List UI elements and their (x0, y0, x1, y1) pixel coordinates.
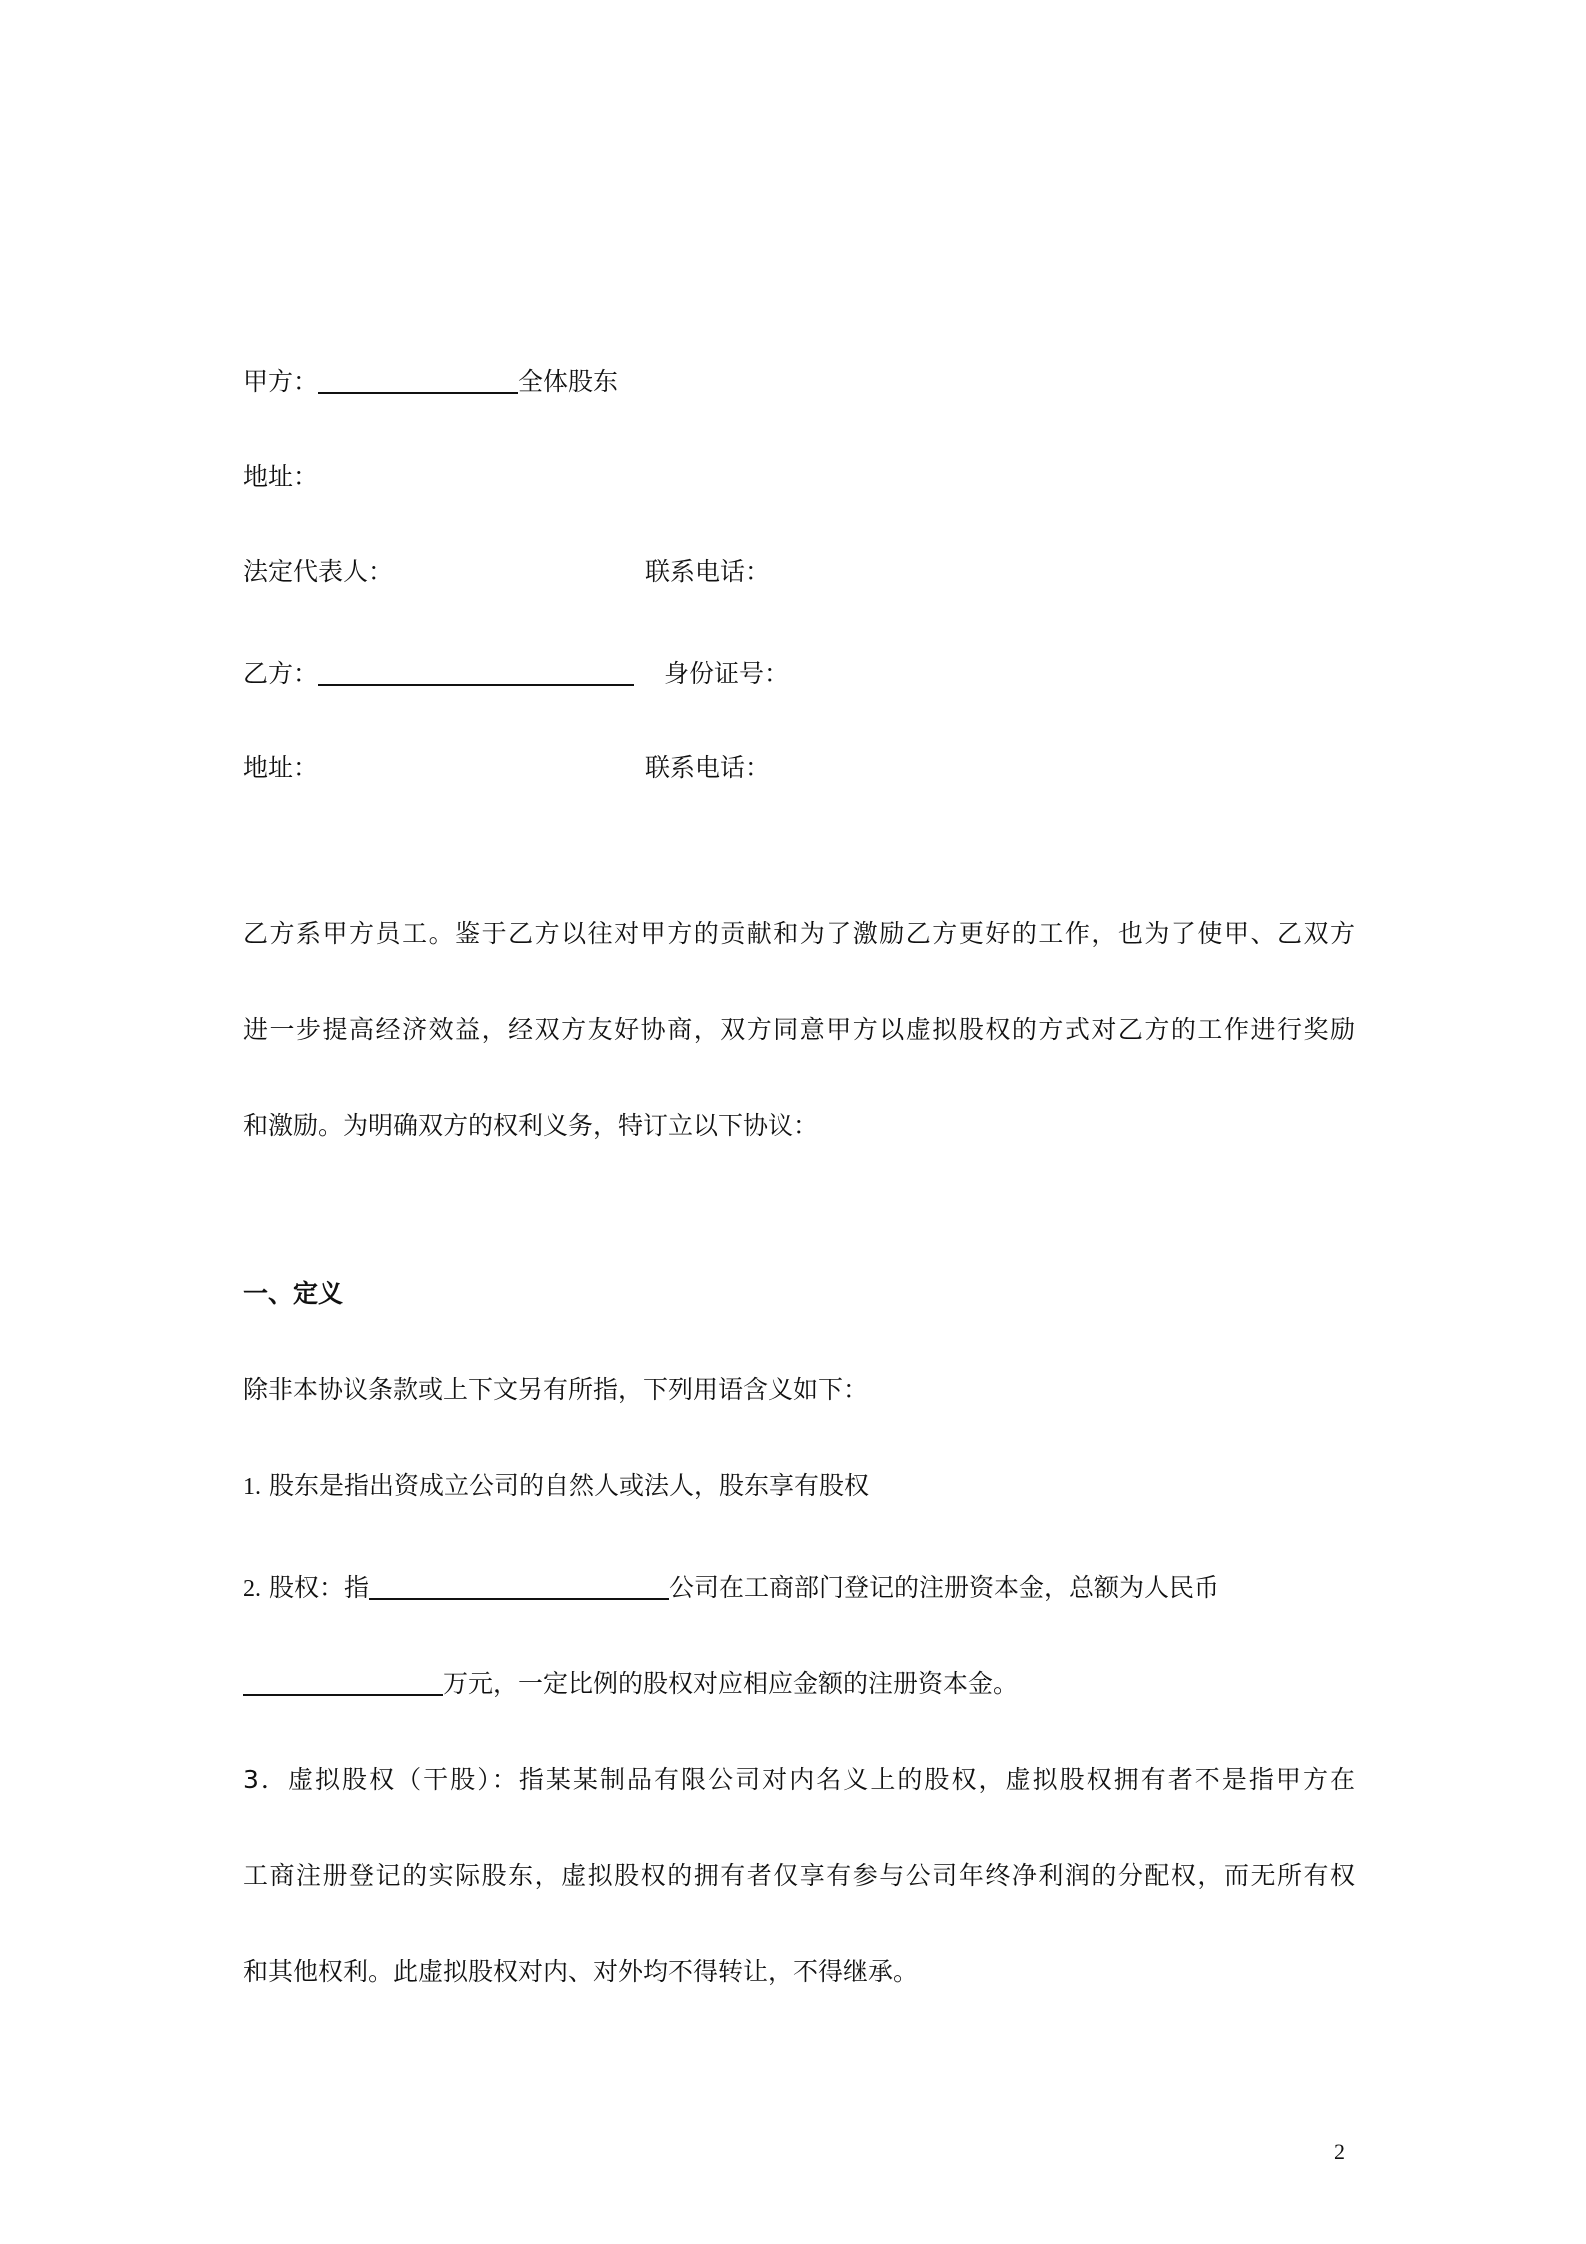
definition-item-2 (243, 1572, 1219, 1605)
party-a-label: 甲方： (243, 367, 319, 396)
section-lead: 除非本协议条款或上下文另有所指，下列用语含义如下： (243, 1375, 869, 1404)
party-b-blank (318, 658, 634, 686)
amount-blank (243, 1668, 443, 1696)
item-2-text-a: 股权：指 (268, 1573, 369, 1602)
phone-a-label: 联系电话： (645, 557, 771, 586)
item-2-number: 2. (243, 1576, 261, 1602)
item-3-line-3: 和其他权利。此虚拟股权对内、对外均不得转让，不得继承。 (243, 1957, 919, 1986)
id-label: 身份证号： (664, 659, 790, 688)
intro-line-3: 和激励。为明确双方的权利义务，特订立以下协议： (243, 1111, 819, 1140)
item-2-text-b: 公司在工商部门登记的注册资本金，总额为人民币 (668, 1573, 1219, 1602)
party-a-line (243, 366, 618, 398)
address-a-line (243, 461, 318, 493)
company-name-blank (369, 1572, 669, 1600)
intro-line-2: 进一步提高经济效益，经双方友好协商，双方同意甲方以虚拟股权的方式对乙方的工作进行奖励 (243, 1015, 1355, 1044)
item-3-line-1: 3．虚拟股权（干股）：指某某制品有限公司对内名义上的股权，虚拟股权拥有者不是指甲方在 (243, 1765, 1355, 1794)
party-a-suffix: 全体股东 (518, 367, 619, 396)
address-b-label: 地址： (243, 753, 319, 782)
definition-item-1 (243, 1470, 869, 1503)
item-1-text: 股东是指出资成立公司的自然人或法人，股东享有股权 (268, 1471, 869, 1500)
section-heading: 一、定义 (243, 1279, 344, 1308)
party-b-line (243, 658, 634, 690)
item-3-line-2: 工商注册登记的实际股东，虚拟股权的拥有者仅享有参与公司年终净利润的分配权，而无所有权 (243, 1861, 1355, 1890)
item-2-text-c: 万元，一定比例的股权对应相应金额的注册资本金。 (443, 1669, 1019, 1698)
intro-line-1: 乙方系甲方员工。鉴于乙方以往对甲方的贡献和为了激励乙方更好的工作，也为了使甲、乙双方 (243, 919, 1355, 948)
page-number: 2 (1334, 2139, 1345, 2164)
address-a-label: 地址： (243, 462, 319, 491)
party-a-blank (318, 366, 518, 394)
legal-rep-label: 法定代表人： (243, 557, 394, 586)
item-1-number: 1. (243, 1474, 261, 1500)
definition-item-2-cont (243, 1668, 1018, 1700)
party-b-label: 乙方： (243, 659, 319, 688)
phone-b-label: 联系电话： (645, 753, 771, 782)
